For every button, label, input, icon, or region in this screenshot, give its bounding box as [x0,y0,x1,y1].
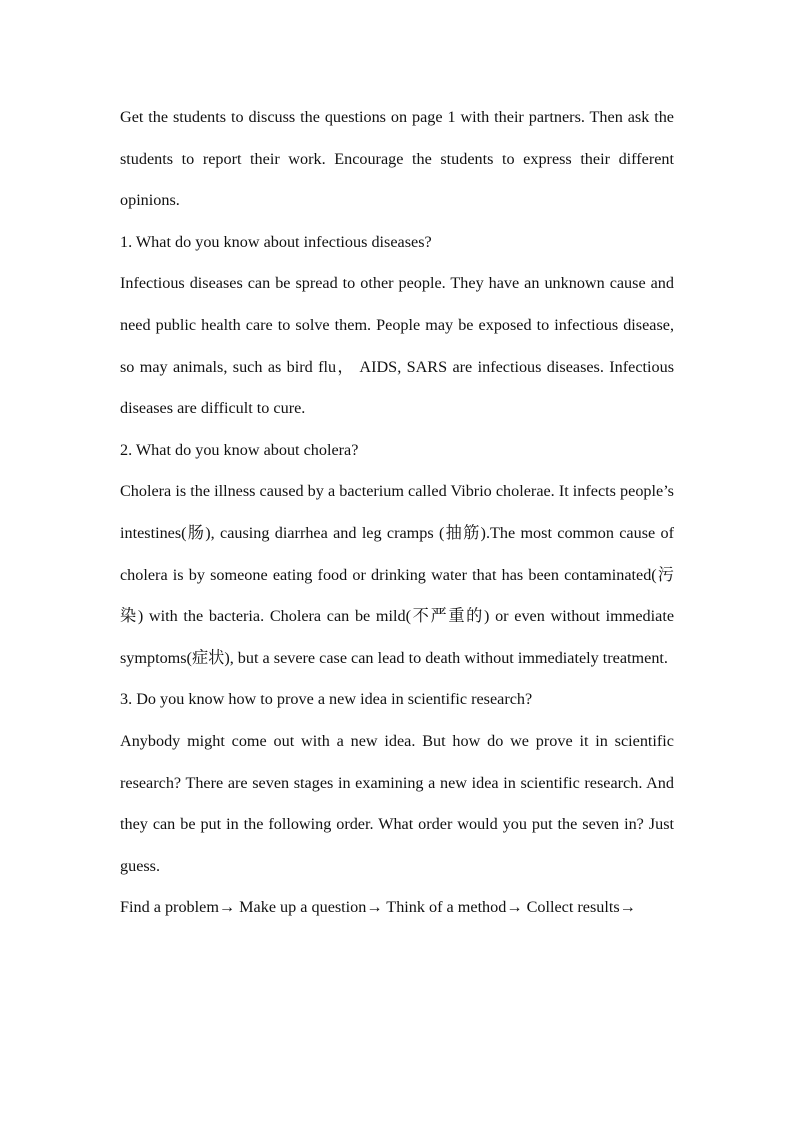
question-2: 2. What do you know about cholera? [120,440,359,459]
research-steps: Find a problem→ Make up a question→ Think of a method→ Collect results→ [120,898,636,917]
answer-2: Cholera is the illness caused by a bacterium called Vibrio cholerae. It infects people’s intestines(肠), causing diarrhea and leg cramps (抽筋).The most common cause of cholera is by someone eating food or drinking water that has been contaminated(污染) with the bacteria. Cholera can be mild(不严重的) or even without immediate symptoms(症状), but a severe case can lead to death without immediately treatment. [120,482,674,667]
answer-3: Anybody might come out with a new idea. But how do we prove it in scientific research? There are seven stages in examining a new idea in scientific research. And they can be put in the following order. What order would you put the seven in? Just guess. [120,731,674,875]
answer-1: Infectious diseases can be spread to other people. They have an unknown cause and need public health care to solve them. People may be exposed to infectious disease, so may animals, such as bird flu， AIDS, SARS are infectious diseases. Infectious diseases are difficult to cure. [120,274,674,418]
question-3: 3. Do you know how to prove a new idea in scientific research? [120,690,533,709]
intro-paragraph: Get the students to discuss the questions on page 1 with their partners. Then ask the students to report their work. Encourage the students to express their different opinions. [120,108,674,210]
document-body [120,97,674,929]
question-1: 1. What do you know about infectious diseases? [120,232,432,251]
